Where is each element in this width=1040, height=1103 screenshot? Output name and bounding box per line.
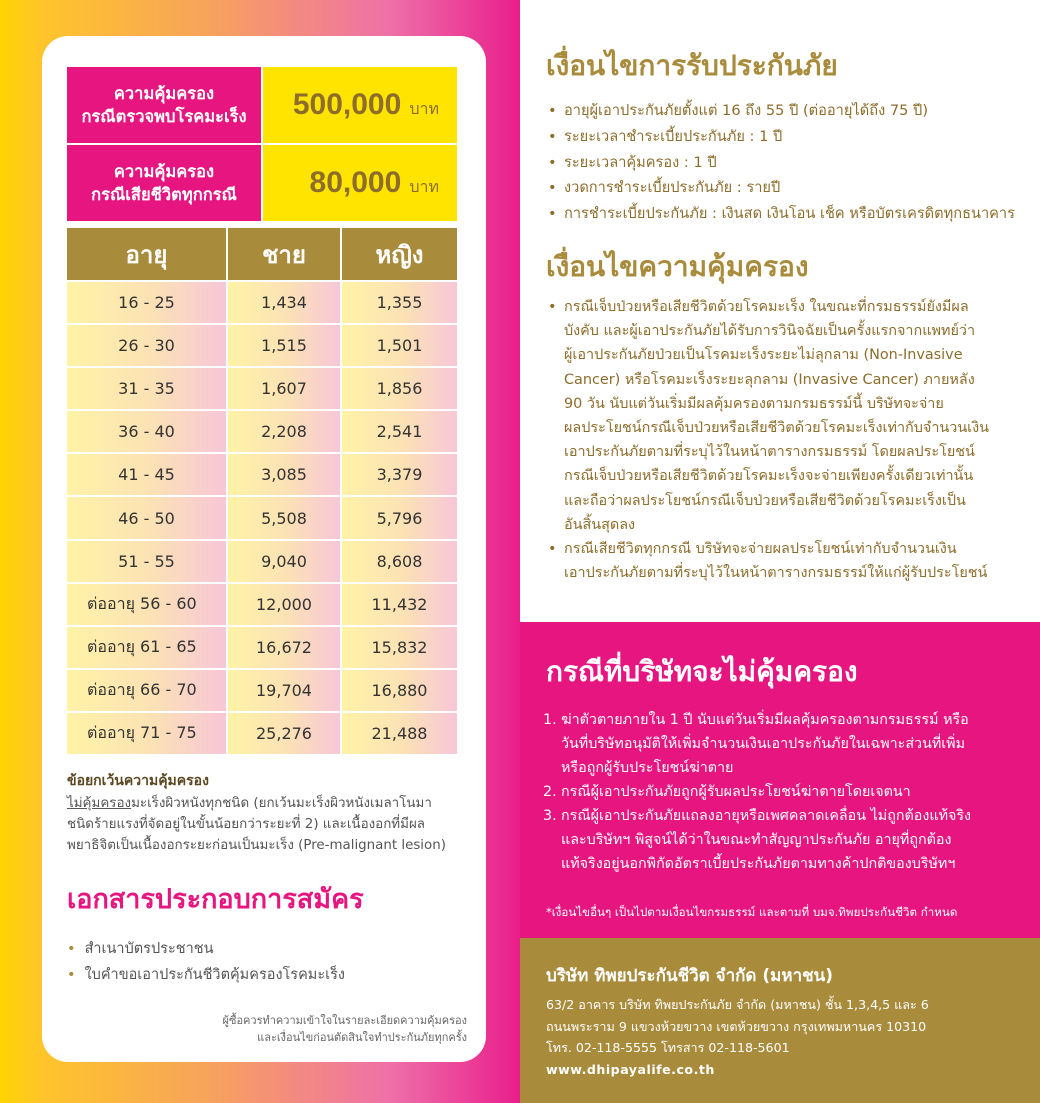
list-item: • กรณีเจ็บป่วยหรือเสียชีวิตด้วยโรคมะเร็ง ในขณะที่กรมธรรม์ยังมีผล บังคับ และผู้เอาประกันภัยได้รับการวินิจฉัยเป็นครั้งแรกจากแพทย์ว่า ผู้เอาประกันภัยป่วยเป็นโรคมะเร็งระยะไม่ลุกลาม (Non-Invasive Cancer) หรือโรคมะเร็งระยะลุกลาม (Invasive Cancer) ภายหลัง 90 วัน นับแต่วันเริ่มมีผลคุ้มครองตามกรมธรรม์นี้ บริษัทจะจ่าย ผลประโยชน์กรณีเจ็บป่วยหรือเสียชีวิตด้วยโรคมะเร็งเท่ากับจำนวนเงิน เอาประกันภัยตามที่ระบุไว้ในหน้าตารางกรมธรรม์ โดยผลประโยชน์ กรณีเจ็บป่วยหรือเสียชีวิตด้วยโรคมะเร็งจะจ่ายเพียงครั้งเดียวเท่านั้น และถือว่าผลประโยชน์กรณีเจ็บป่วยหรือเสียชีวิตด้วยโรคมะเร็งเป็น อันสิ้นสุดลง [548,295,1018,537]
header-female: หญิง [342,228,457,280]
list-item: 3. กรณีผู้เอาประกันภัยแถลงอายุหรือเพศคลาดเคลื่อน ไม่ถูกต้องแท้จริง และบริษัทฯ พิสูจน์ได้ว่าในขณะทำสัญญาประกันภัย อายุที่ถูกต้อง แท้จริงอยู่นอกพิกัดอัตราเบี้ยประกันภัยตามทางค้าปกติของบริษัทฯ [543,808,972,873]
cancer-coverage-box [67,67,457,143]
list-item: • ระยะเวลาคุ้มครอง : 1 ปี [548,150,1015,176]
header-male: ชาย [228,228,342,280]
list-item: • งวดการชำระเบี้ยประกันภัย : รายปี [548,175,1015,201]
exclusions-text: ไม่คุ้มครองมะเร็งผิวหนังทุกชนิด (ยกเว้นมะเร็งผิวหนังเมลาโนมา ชนิดร้ายแรงที่จัดอยู่ในขั้นน้อยกว่าระยะที่ 2) และเนื้องอกที่มีผล พยาธิจิตเป็นเนื้องอกระยะก่อนเป็นมะเร็ง (Pre-malignant lesion) [67,796,446,854]
table-row: 26 - 30 1,515 1,501 [67,323,457,366]
table-row: ต่ออายุ 61 - 65 16,672 15,832 [67,625,457,668]
exclusions-title: ข้อยกเว้นความคุ้มครอง [67,773,209,789]
cancer-coverage-amount: 500,000 บาท [263,67,457,143]
company-address: 63/2 อาคาร บริษัท ทิพยประกันภัย จำกัด (มหาชน) ชั้น 1,3,4,5 และ 6 ถนนพระราม 9 แขวงห้วยขวาง เขตห้วยขวาง กรุงเทพมหานคร 10310 โทร. 02-118-5555 โทรสาร 02-118-5601 www.dhipayalife.co.th [546,994,929,1081]
list-item: • ระยะเวลาชำระเบี้ยประกันภัย : 1 ปี [548,124,1015,150]
table-row: ต่ออายุ 66 - 70 19,704 16,880 [67,668,457,711]
acceptance-list [548,98,1015,227]
table-row: 46 - 50 5,508 5,796 [67,495,457,538]
documents-list [67,936,345,988]
list-item: • อายุผู้เอาประกันภัยตั้งแต่ 16 ถึง 55 ปี (ต่ออายุได้ถึง 75 ปี) [548,98,1015,124]
death-coverage-label: ความคุ้มครอง กรณีเสียชีวิตทุกกรณี [67,145,261,221]
not-covered-title: กรณีที่บริษัทจะไม่คุ้มครอง [546,655,858,688]
header-age: อายุ [67,228,228,280]
list-item: • สำเนาบัตรประชาชน [67,936,345,962]
death-coverage-box [67,145,457,221]
cancer-coverage-label: ความคุ้มครอง กรณีตรวจพบโรคมะเร็ง [67,67,261,143]
company-website-link[interactable]: www.dhipayalife.co.th [546,1061,715,1077]
documents-title: เอกสารประกอบการสมัคร [67,884,364,915]
company-phone: โทร. 02-118-5555 โทรสาร 02-118-5601 [546,1040,790,1056]
table-row: 36 - 40 2,208 2,541 [67,409,457,452]
table-row: 41 - 45 3,085 3,379 [67,452,457,495]
company-name: บริษัท ทิพยประกันชีวิต จำกัด (มหาชน) [546,966,834,986]
list-item: • กรณีเสียชีวิตทุกกรณี บริษัทจะจ่ายผลประโยชน์เท่ากับจำนวนเงิน เอาประกันภัยตามที่ระบุไว้ในหน้าตารางกรมธรรม์ให้แก่ผู้รับประโยชน์ [548,537,1018,585]
conditions-footnote: *เงื่อนไขอื่นๆ เป็นไปตามเงื่อนไขกรมธรรม์ และตามที่ บมจ.ทิพยประกันชีวิต กำหนด [546,905,958,919]
coverage-terms-list [548,295,1018,585]
coverage-terms-title: เงื่อนไขความคุ้มครอง [546,250,809,283]
table-row: ต่ออายุ 71 - 75 25,276 21,488 [67,711,457,754]
list-item: 2. กรณีผู้เอาประกันภัยถูกผู้รับผลประโยชน์ฆ่าตายโดยเจตนา [543,784,911,801]
not-covered-list [543,708,1021,876]
table-row: ต่ออายุ 56 - 60 12,000 11,432 [67,582,457,625]
acceptance-title: เงื่อนไขการรับประกันภัย [546,49,838,82]
table-row: 51 - 55 9,040 8,608 [67,539,457,582]
list-item: • ใบคำขอเอาประกันชีวิตคุ้มครองโรคมะเร็ง [67,962,345,988]
purchase-advice-note: ผู้ซื้อควรทำความเข้าใจในรายละเอียดความคุ้มครอง และเงื่อนไขก่อนตัดสินใจทำประกันภัยทุกครั้ง [222,1014,467,1045]
list-item: 1. ฆ่าตัวตายภายใน 1 ปี นับแต่วันเริ่มมีผลคุ้มครองตามกรมธรรม์ หรือ วันที่บริษัทอนุมัติให้เพิ่มจำนวนเงินเอาประกันภัยในเฉพาะส่วนที่เพิ่ม หรือถูกผู้รับประโยชน์ฆ่าตาย [543,712,969,777]
death-coverage-amount: 80,000 บาท [263,145,457,221]
list-item: • การชำระเบี้ยประกันภัย : เงินสด เงินโอน เช็ค หรือบัตรเครดิตทุกธนาคาร [548,201,1015,227]
table-row: 31 - 35 1,607 1,856 [67,366,457,409]
table-header-row [67,228,457,280]
premium-table [67,228,457,754]
table-row: 16 - 25 1,434 1,355 [67,280,457,323]
